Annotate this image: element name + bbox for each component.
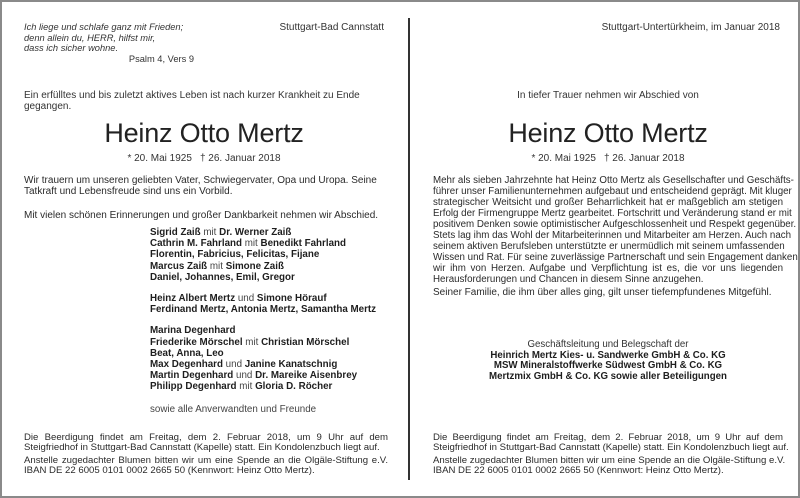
member-name: Max Degenhard: [150, 359, 223, 371]
family-member-line: [150, 325, 390, 336]
tribute-line: Erfolg der Firmengruppe Mertz gearbeitet. Fortschritt und Veränderung stand er mit: [433, 208, 792, 219]
family-member-line: [150, 227, 390, 238]
staff-heading: Geschäftsleitung und Belegschaft der: [527, 339, 689, 350]
psalm-line: dass ich sicher wohne.: [24, 43, 119, 53]
member-name: Beat, Anna, Leo: [150, 347, 224, 359]
company-name: Mertzmix GmbH & Co. KG sowie aller Beteiligungen: [489, 370, 727, 382]
member-name: Florentin, Fabricius, Felicitas, Fijane: [150, 249, 320, 261]
deceased-name: Heinz Otto Mertz: [104, 118, 304, 148]
donation-details: [433, 454, 786, 477]
birth-date: * 20. Mai 1925: [531, 153, 596, 164]
death-date: † 26. Januar 2018: [199, 153, 281, 164]
tribute-line: Herausforderungen und Chancen in diesem Sinne anzugehen.: [433, 274, 704, 285]
family-group: [150, 293, 390, 315]
company-name: Heinrich Mertz Kies- u. Sandwerke GmbH & Co. KG: [490, 349, 726, 361]
donation-details: Anstelle zugedachter Blumen bitten wir um eine Spende an die Olgäle-Stiftung e.V. IBAN DE 22 6005 0101 0002 2665 50 (Kennwort: Heinz Otto Mertz).: [24, 454, 388, 477]
connector: und: [235, 293, 257, 305]
family-list: [150, 227, 390, 415]
partner-name: Dr. Werner Zaiß: [219, 227, 292, 238]
member-name: Marcus Zaiß: [150, 260, 208, 272]
signatories: [433, 340, 783, 382]
death-date: † 26. Januar 2018: [603, 153, 685, 164]
psalm-reference: Psalm 4, Vers 9: [128, 53, 194, 64]
member-name: Marina Degenhard: [150, 325, 236, 337]
partner-name: Gloria D. Röcher: [255, 381, 333, 393]
deceased-name: Heinz Otto Mertz: [508, 118, 708, 148]
funeral-line: Steigfriedhof in Stuttgart-Bad Cannstatt (Kapelle) statt. Ein Kondolenzbuch liegt auf.: [433, 442, 789, 454]
family-member-line: [150, 337, 390, 348]
family-member-line: [150, 293, 390, 304]
tribute-line: Stets lag ihm das Wohl der Mitarbeiterinnen und Mitarbeiter am Herzen. Auch nach: [433, 230, 792, 241]
member-name: Sigrid Zaiß: [150, 227, 201, 238]
family-member-line: [150, 304, 390, 315]
intro-text: In tiefer Trauer nehmen wir Abschied von: [517, 90, 699, 101]
psalm-line: Ich liege und schlafe ganz mit Frieden;: [24, 22, 184, 32]
funeral-info: [433, 432, 789, 477]
connector: mit: [242, 336, 262, 348]
family-group: [150, 325, 390, 392]
partner-name: Benedikt Fahrland: [260, 238, 346, 250]
family-member-line: [150, 272, 390, 283]
life-dates: [433, 153, 783, 164]
connector: mit: [207, 260, 226, 272]
funeral-line: Die Beerdigung findet am Freitag, dem 2. Februar 2018, um 9 Uhr auf dem: [433, 432, 783, 443]
psalm-quote: [24, 22, 194, 64]
tribute-text: [433, 175, 798, 285]
member-name: Ferdinand Mertz, Antonia Mertz, Samantha Mertz: [150, 304, 377, 316]
sympathy-text: Seiner Familie, die ihm über alles ging, gilt unser tiefempfundenes Mitgefühl.: [433, 287, 772, 298]
relatives-text: sowie alle Anverwandten und Freunde: [150, 403, 317, 415]
funeral-details: [433, 432, 789, 454]
funeral-details: Die Beerdigung findet am Freitag, dem 2. Februar 2018, um 9 Uhr auf dem Steigfriedhof in Stuttgart-Bad Cannstatt (Kapelle) statt. Ein Kondolenzbuch liegt auf.: [24, 432, 388, 454]
connector: und: [222, 359, 245, 371]
family-member-line: [150, 359, 390, 370]
partner-name: Simone Hörauf: [256, 293, 327, 305]
mourning-text: Wir trauern um unseren geliebten Vater, Schwiegervater, Opa und Uropa. Seine Tatkraft und Lebensfreude sind uns ein Vorbild.: [24, 175, 377, 197]
intro-text: Ein erfülltes und bis zuletzt aktives Leben ist nach kurzer Krankheit zu Ende gegangen.: [24, 90, 360, 112]
partner-name: Simone Zaiß: [225, 260, 284, 272]
funeral-info: [24, 433, 388, 477]
tribute-line: wir ihm von Herzen. Aufgabe und Verpflichtung ist es, die vor uns liegenden: [433, 263, 783, 274]
member-name: Daniel, Johannes, Emil, Gregor: [150, 271, 295, 283]
family-member-line: [150, 381, 390, 392]
tribute-line: führer unser Familienunternehmen aufgebaut und entscheidend geprägt. Mit kluger: [433, 186, 792, 197]
family-member-line: [150, 348, 390, 359]
place-date: Stuttgart-Untertürkheim, im Januar 2018: [601, 22, 780, 33]
family-member-line: [150, 249, 390, 260]
donation-line: IBAN DE 22 6005 0101 0002 2665 50 (Kennwort: Heinz Otto Mertz).: [433, 465, 724, 477]
partner-name: Christian Mörschel: [261, 336, 350, 348]
member-name: Friederike Mörschel: [150, 336, 243, 348]
family-member-line: [150, 370, 390, 381]
member-name: Heinz Albert Mertz: [150, 293, 236, 305]
donation-line: Anstelle zugedachter Blumen bitten wir um eine Spende an die Olgäle-Stiftung e.V.: [433, 454, 786, 466]
life-dates: [24, 153, 384, 164]
tribute-line: Mehr als sieben Jahrzehnte hat Heinz Otto Mertz als Gesellschafter und Geschäfts-: [433, 175, 794, 186]
member-name: Martin Degenhard: [150, 370, 234, 382]
connector: mit: [200, 227, 220, 238]
family-member-line: [150, 261, 390, 272]
company-name: MSW Mineralstoffwerke Südwest GmbH & Co. KG: [493, 360, 723, 372]
tribute-line: Wissen und Rat. Für seine zuverlässige Partnerschaft und sein Engagement danken: [433, 252, 798, 263]
family-member-line: [150, 238, 390, 249]
connector: und: [233, 370, 256, 382]
column-divider: [408, 18, 410, 480]
birth-date: * 20. Mai 1925: [127, 153, 192, 164]
partner-name: Dr. Mareike Aisenbrey: [255, 370, 358, 382]
connector: mit: [236, 381, 256, 393]
member-name: Cathrin M. Fahrland: [150, 238, 242, 250]
farewell-text: Mit vielen schönen Erinnerungen und großer Dankbarkeit nehmen wir Abschied.: [24, 210, 379, 221]
family-group: [150, 227, 390, 283]
partner-name: Janine Kanatschnig: [244, 359, 338, 371]
member-name: Philipp Degenhard: [150, 381, 237, 393]
tribute-line: seinem aktiven Berufsleben unterstützte er unermüdlich mit seinem umfassenden: [433, 241, 785, 252]
connector: mit: [242, 238, 261, 250]
tribute-line: strategischer Weitsicht und großer Beharrlichkeit hat er maßgeblich am stetigen: [433, 197, 783, 208]
place: Stuttgart-Bad Cannstatt: [279, 22, 384, 33]
tribute-line: positivem Denken sowie optimistischer Aufgeschlossenheit und Respekt gegenüber.: [433, 219, 797, 230]
psalm-line: denn allein du, HERR, hilfst mir,: [24, 32, 156, 43]
